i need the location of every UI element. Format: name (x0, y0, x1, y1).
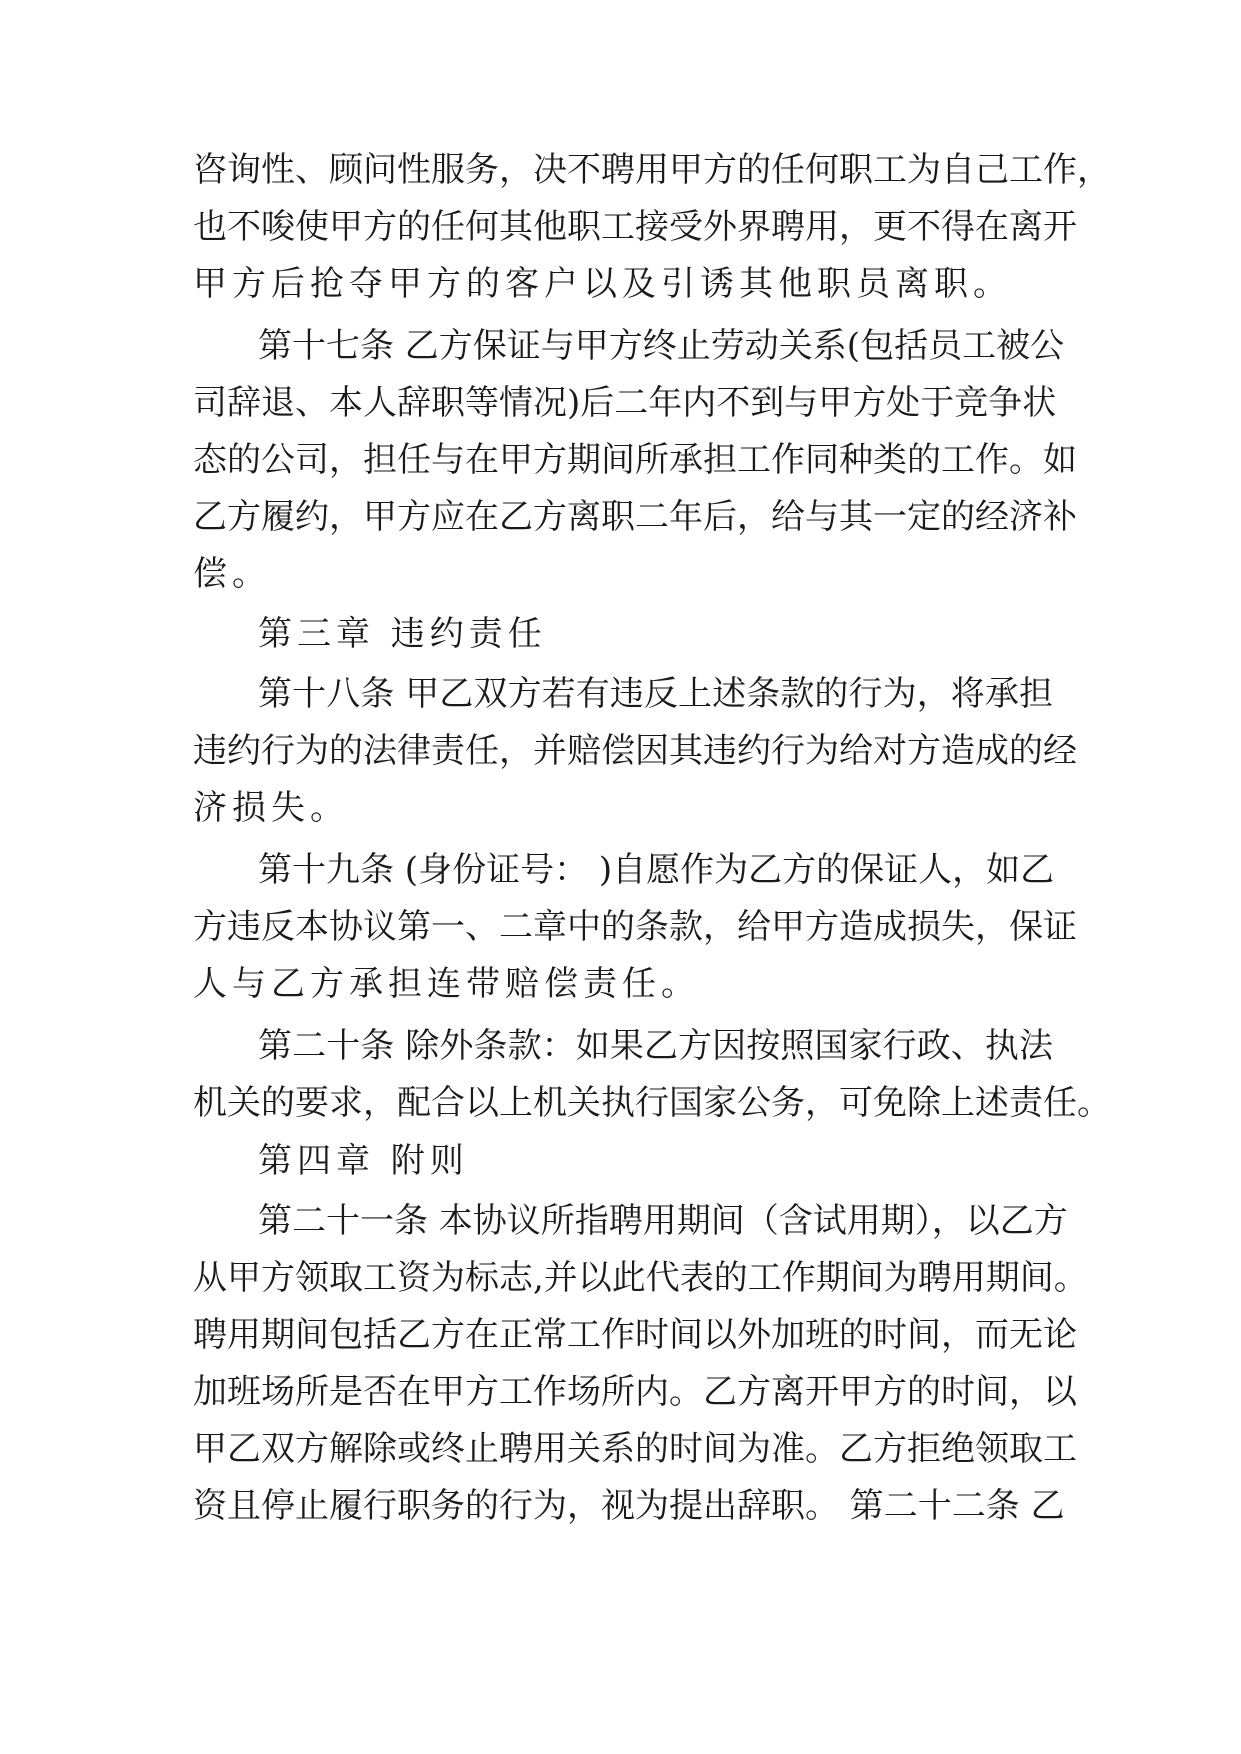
article-21-heading-line: 第二十一条 本协议所指聘用期间（含试用期），以乙方 (258, 1201, 1068, 1241)
text-line: 乙方履约，甲方应在乙方离职二年后，给与其一定的经济补 (193, 497, 1077, 537)
article-17-heading-line: 第十七条 乙方保证与甲方终止劳动关系(包括员工被公 (258, 326, 1065, 366)
text-line: 聘用期间包括乙方在正常工作时间以外加班的时间，而无论 (193, 1315, 1077, 1355)
text-line: 从甲方领取工资为标志,并以此代表的工作期间为聘用期间。 (193, 1258, 1088, 1298)
text-line: 人与乙方承担连带赔偿责任。 (193, 964, 700, 1004)
text-line: 也不唆使甲方的任何其他职工接受外界聘用，更不得在离开 (193, 207, 1077, 247)
article-19-heading-line: 第十九条 (身份证号： )自愿作为乙方的保证人，如乙 (258, 850, 1055, 890)
text-line: 违约行为的法律责任，并赔偿因其违约行为给对方造成的经 (193, 731, 1077, 771)
text-line: 态的公司，担任与在甲方期间所承担工作同种类的工作。如 (193, 440, 1077, 480)
text-line: 偿。 (193, 554, 271, 594)
article-20-heading-line: 第二十条 除外条款：如果乙方因按照国家行政、执法 (258, 1026, 1053, 1066)
text-line: 咨询性、顾问性服务，决不聘用甲方的任何职工为自己工作， (193, 150, 1111, 190)
text-line: 资且停止履行职务的行为，视为提出辞职。 第二十二条 乙 (193, 1486, 1065, 1526)
text-line: 济损失。 (193, 788, 349, 828)
chapter-4-heading: 第四章 附则 (258, 1141, 469, 1181)
text-line: 司辞退、本人辞职等情况)后二年内不到与甲方处于竞争状 (193, 383, 1057, 423)
chapter-3-heading: 第三章 违约责任 (258, 614, 547, 654)
text-line: 方违反本协议第一、二章中的条款，给甲方造成损失，保证 (193, 907, 1077, 947)
text-line: 甲方后抢夺甲方的客户以及引诱其他职员离职。 (193, 264, 1012, 304)
text-line: 加班场所是否在甲方工作场所内。乙方离开甲方的时间，以 (193, 1372, 1077, 1412)
text-line: 机关的要求，配合以上机关执行国家公务，可免除上述责任。 (193, 1083, 1111, 1123)
text-line: 甲乙双方解除或终止聘用关系的时间为准。乙方拒绝领取工 (193, 1429, 1077, 1469)
article-18-heading-line: 第十八条 甲乙双方若有违反上述条款的行为，将承担 (258, 674, 1053, 714)
